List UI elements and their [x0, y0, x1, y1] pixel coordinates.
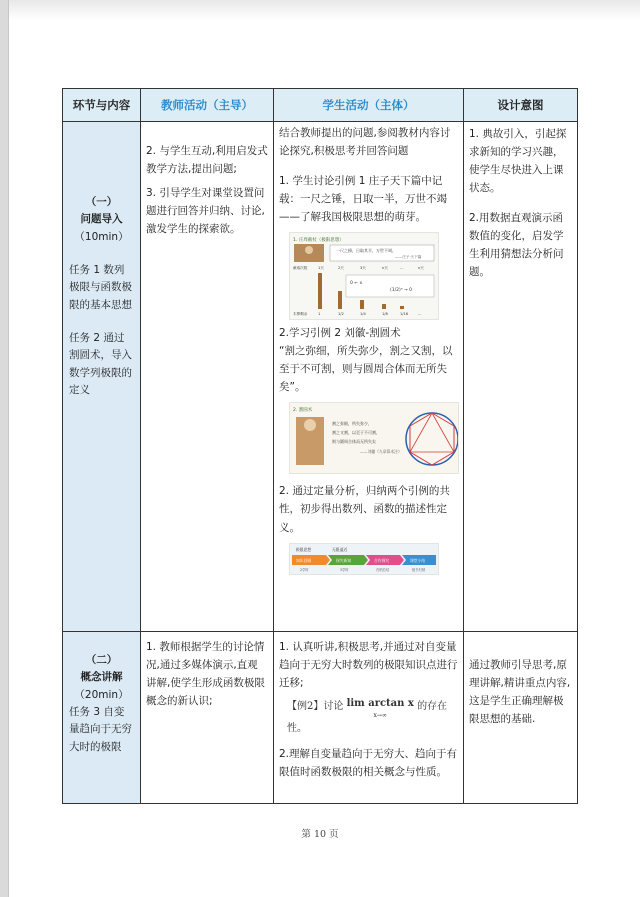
fig2-line-3: 则与圆周合体而无所失矣	[332, 439, 376, 445]
fig2-title: 2. 割圆术	[293, 408, 313, 414]
fig1-row-top-label: 截取次数	[293, 266, 308, 271]
design-item: 通过教师引导思考,原理讲解,精讲重点内容,这是学生正确理解极限思想的基础.	[469, 659, 571, 726]
fig2-line-2: 割之又割，以至于不可割，	[332, 430, 380, 436]
fig1-col-2: 2天	[338, 266, 344, 271]
student-example-1: 1. 学生讨论引例 1 庄子天下篇中记载：一尺之锤，日取一半，万世不竭——了解我国极限思想的萌芽。	[279, 175, 447, 224]
fig3-step-3: 合作探究	[374, 557, 390, 563]
page-number: 第 10 页	[301, 829, 339, 840]
student-example-2: 2.学习引例 2 刘徽-割圆术	[279, 327, 401, 340]
fig1-remain-4: 1/8	[382, 312, 388, 317]
fig3-label-2: 无限逼近	[332, 546, 348, 552]
fig1-title: 1. 庄周截杖（极限思想）	[293, 238, 344, 244]
student-summary: 2. 通过定量分析，归纳两个引例的共性，初步得出数列、函数的描述性定义。	[279, 485, 450, 534]
fig1-col-1: 1天	[318, 266, 324, 271]
student-cell-1	[274, 122, 464, 632]
student-intro: 结合教师提出的问题,参阅教材内容讨论探究,积极思考并回答问题	[279, 127, 451, 158]
section-name: 问题导入	[80, 213, 123, 226]
scan-left-edge	[0, 0, 8, 897]
section-cell-2	[63, 632, 141, 804]
fig1-remain-6: …	[418, 312, 422, 317]
flow-figure	[289, 543, 439, 575]
teacher-item-1: 1. 教师根据学生的讨论情况,通过多媒体演示,直观讲解,使学生形成函数极限概念的新认识;	[146, 641, 265, 708]
design-item-2: 2.用数据直观演示函数值的变化，启发学生利用猜想法分析问题。	[469, 212, 564, 279]
teacher-cell-1	[141, 122, 274, 632]
lesson-plan-table	[62, 88, 578, 804]
student-quote: “割之弥细，所失弥少，割之又割，以至于不可割，则与圆周合体而无所失矣”。	[279, 345, 453, 394]
design-cell-2	[464, 632, 578, 804]
design-cell-1	[464, 122, 578, 632]
design-item-1: 1. 典故引入，引起探求新知的学习兴趣，使学生尽快进入上课状态。	[469, 128, 567, 195]
fig3-step-2: 探究新知	[336, 557, 352, 563]
fig3-label-1: 极限思想	[296, 546, 312, 552]
task-3: 任务 3 自变量趋向于无穷大时的极限	[69, 705, 132, 753]
zhuangzi-figure	[289, 232, 439, 320]
fig1-formula-2: (1/2)ⁿ → 0	[390, 288, 413, 294]
fig3-sub-2: 3学时	[340, 567, 349, 572]
example-math: lim arctan x	[346, 698, 414, 710]
header-section: 环节与内容	[63, 89, 141, 122]
teacher-item-3: 3. 引导学生对课堂设置问题进行回答并归纳、讨论,激发学生的探索欲。	[146, 187, 265, 236]
fig1-col-3: 3天	[360, 266, 366, 271]
section-time: （20min）	[74, 688, 129, 701]
section-time: （10min）	[74, 230, 129, 243]
task-1: 任务 1 数列极限与函数极限的基本思想	[69, 263, 132, 311]
student-item-1: 1. 认真听讲,积极思考,并通过对自变量趋向于无穷大时数列的极限知识点进行迁移;	[279, 641, 458, 690]
header-student: 学生活动（主体）	[274, 89, 464, 122]
section-cell-1	[63, 122, 141, 632]
fig3-sub-3: 归纳总结	[376, 567, 390, 572]
fig1-col-6: n天	[418, 266, 424, 271]
fig1-row-bottom-label: 木棒剩余	[293, 312, 308, 317]
fig1-remain-2: 1/2	[338, 312, 344, 317]
fig1-col-5: …	[400, 266, 404, 271]
teacher-cell-2	[141, 632, 274, 804]
fig2-line-1: 割之弥细，所失弥少，	[332, 421, 372, 427]
section-name: 概念讲解	[80, 671, 123, 684]
section-number: （二）	[85, 654, 118, 666]
section-number: （一）	[85, 196, 118, 208]
example-label: 【例2】讨论	[287, 701, 344, 713]
student-cell-2	[274, 632, 464, 804]
fig3-step-1: 知识回顾	[296, 557, 312, 563]
fig1-attribution: ——庄子·天下篇	[395, 255, 422, 260]
fig1-col-4: n天	[382, 266, 388, 271]
table-header-row	[63, 89, 578, 122]
table-row	[63, 122, 578, 632]
header-design: 设计意图	[464, 89, 578, 122]
example-2-formula	[287, 698, 458, 737]
example-rest: 的存在性。	[287, 701, 448, 735]
scan-top-edge	[0, 0, 640, 20]
fig3-sub-4: 板书归纳	[412, 567, 426, 572]
fig2-attribution: ——刘徽《九章算术注》	[360, 449, 402, 455]
example-sub: x→∞	[373, 712, 387, 720]
fig1-remain-3: 1/4	[360, 312, 366, 317]
liuhui-figure	[289, 402, 459, 474]
fig1-quote: 一尺之棰，日取其半，万世不竭。	[336, 248, 396, 254]
fig1-remain-5: 1/16	[400, 312, 409, 317]
student-item-2: 2.理解自变量趋向于无穷大、趋向于有限值时函数极限的相关概念与性质。	[279, 748, 458, 779]
fig3-step-4: 课堂小结	[410, 557, 426, 563]
scan-left-edge-line	[8, 0, 9, 897]
task-2: 任务 2 通过割圆术，导入数学列极限的定义	[69, 331, 132, 396]
fig1-formula-1: 0 ← x	[350, 281, 363, 287]
fig1-remain-1: 1	[318, 312, 321, 317]
table-row	[63, 632, 578, 804]
header-teacher: 教师活动（主导）	[141, 89, 274, 122]
teacher-item-2: 2. 与学生互动,利用启发式教学方法,提出问题;	[146, 145, 268, 176]
fig3-sub-1: 2学时	[300, 567, 309, 572]
